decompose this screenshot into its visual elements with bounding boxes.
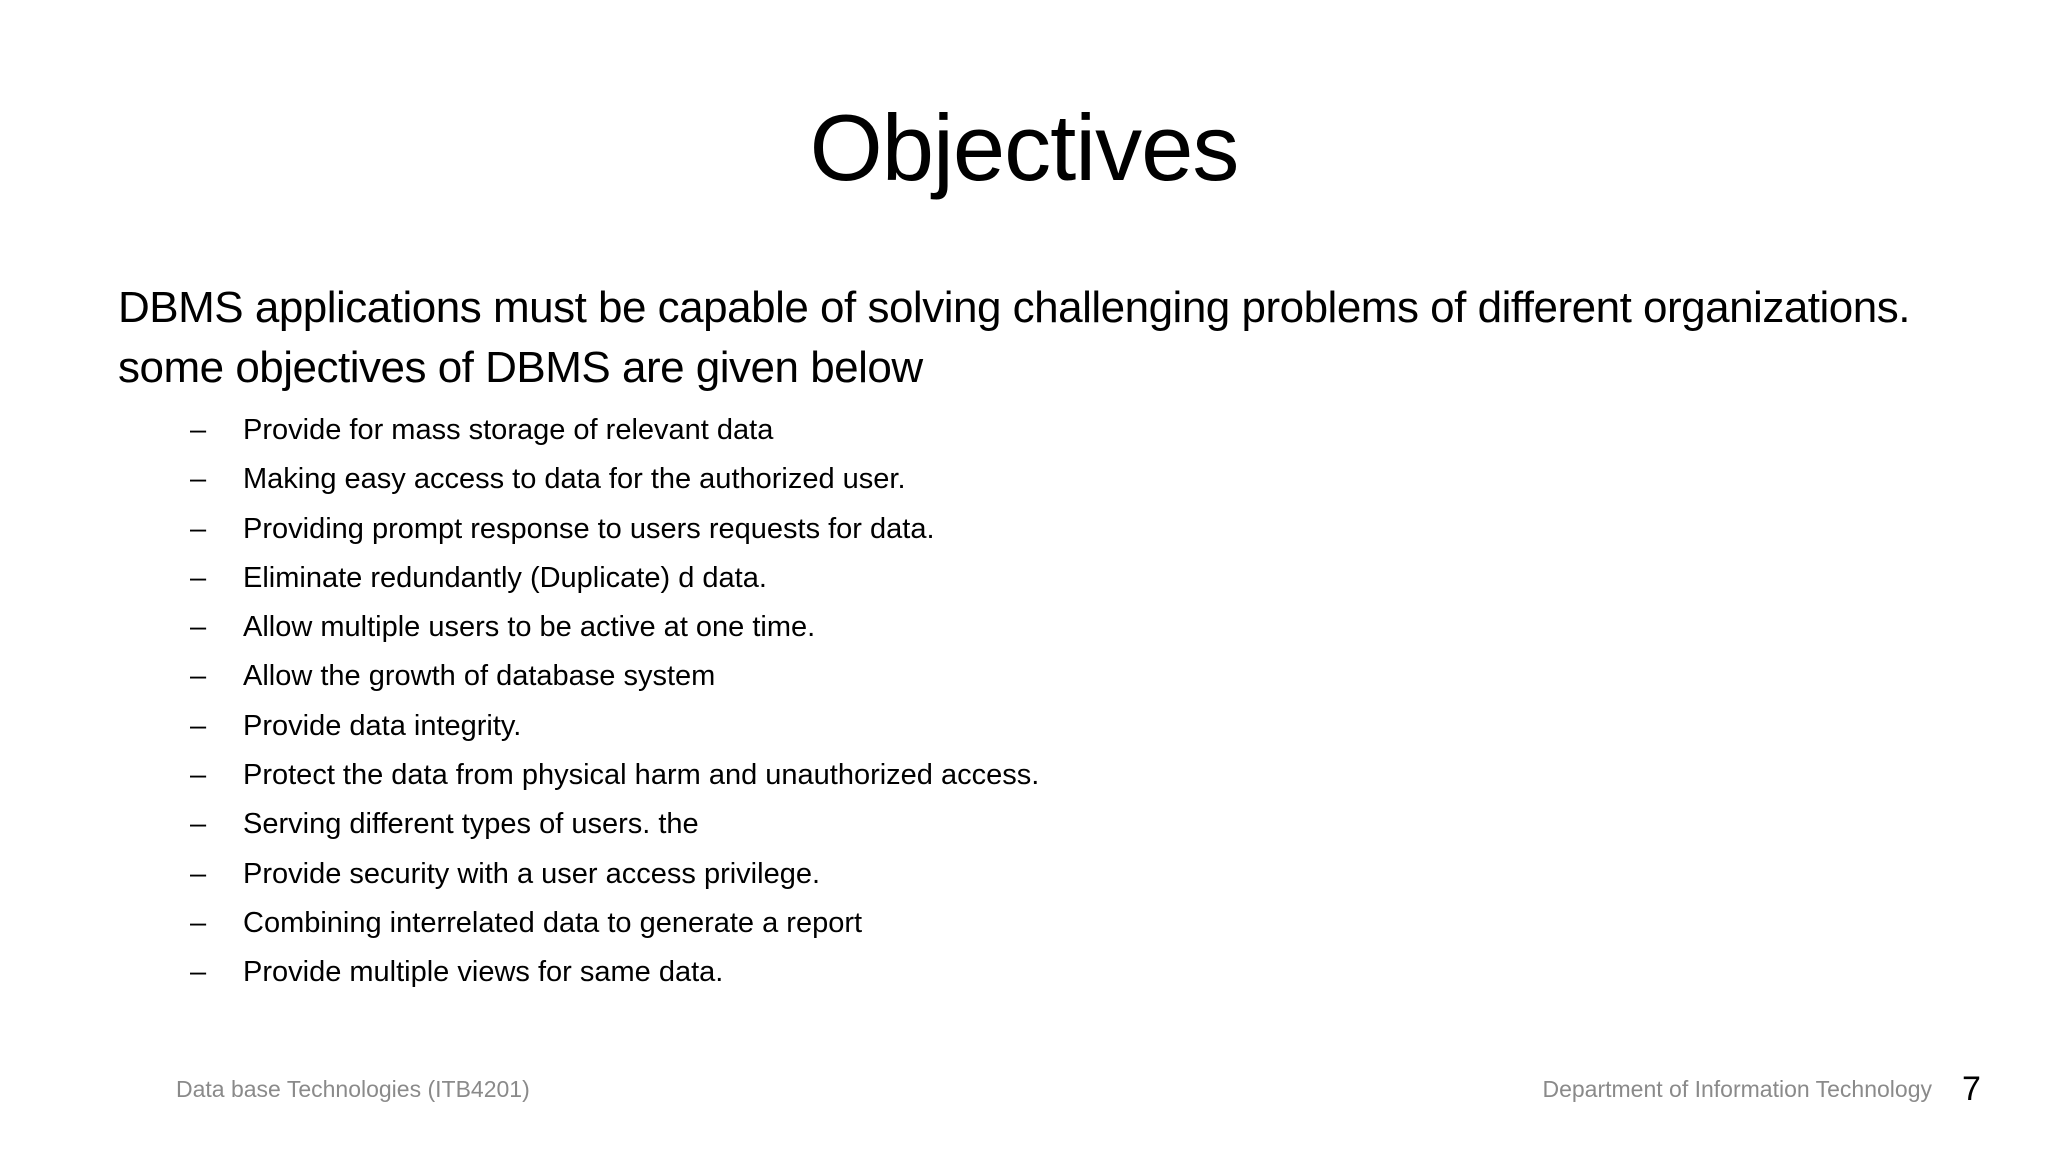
dash-bullet-icon: – — [190, 857, 207, 890]
list-item-text: Allow the growth of database system — [243, 660, 716, 693]
intro-paragraph: DBMS applications must be capable of solving challenging problems of different organizations. some objectives of DBMS are given below — [118, 283, 1910, 392]
dash-bullet-icon: – — [190, 611, 207, 644]
dash-bullet-icon: – — [190, 463, 207, 496]
list-item-text: Provide for mass storage of relevant data — [243, 414, 774, 446]
dash-bullet-icon: – — [190, 414, 207, 446]
list-item-text: Serving different types of users. the — [243, 808, 699, 841]
dash-bullet-icon: – — [190, 709, 207, 742]
dash-bullet-icon: – — [190, 512, 207, 545]
list-item-text: Eliminate redundantly (Duplicate) d data. — [243, 561, 767, 594]
footer-course: Data base Technologies (ITB4201) — [176, 1076, 530, 1102]
list-item-text: Provide data integrity. — [243, 709, 522, 742]
dash-bullet-icon: – — [190, 956, 207, 989]
dash-bullet-icon: – — [190, 759, 207, 792]
list-item-text: Providing prompt response to users requests for data. — [243, 512, 935, 545]
dash-bullet-icon: – — [190, 808, 207, 841]
dash-bullet-icon: – — [190, 561, 207, 594]
footer-department: Department of Information Technology — [1542, 1076, 1932, 1102]
list-item-text: Making easy access to data for the authorized user. — [243, 463, 906, 496]
slide-title: Objectives — [809, 95, 1239, 200]
list-item-text: Provide security with a user access privilege. — [243, 857, 821, 890]
dash-bullet-icon: – — [190, 660, 207, 693]
list-item-text: Protect the data from physical harm and unauthorized access. — [243, 759, 1040, 792]
page-number: 7 — [1962, 1070, 1981, 1108]
list-item-text: Combining interrelated data to generate a report — [243, 906, 863, 939]
list-item-text: Provide multiple views for same data. — [243, 956, 724, 989]
dash-bullet-icon: – — [190, 906, 207, 939]
list-item-text: Allow multiple users to be active at one time. — [243, 611, 816, 644]
